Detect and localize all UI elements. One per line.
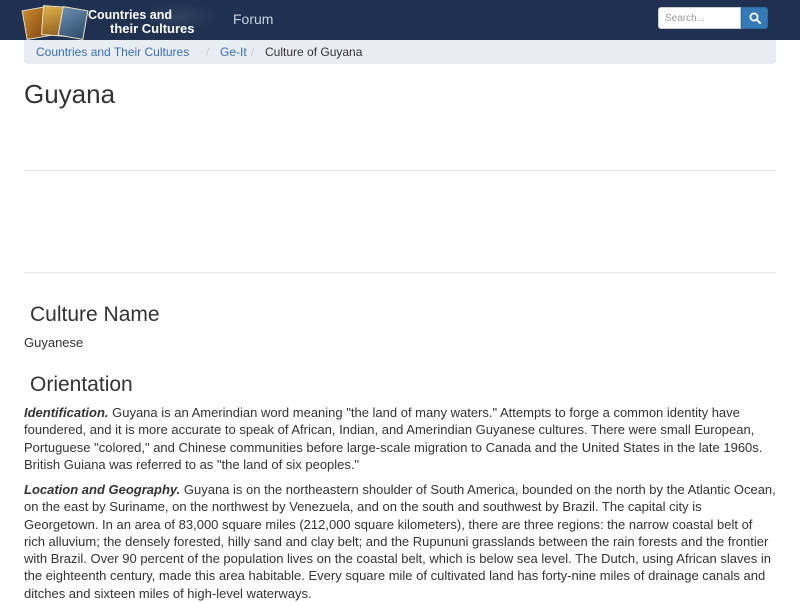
breadcrumb-current: Culture of Guyana — [265, 45, 363, 59]
breadcrumb-link-ge-it[interactable]: Ge-It — [220, 45, 247, 59]
logo-line-2: their Cultures — [110, 21, 195, 36]
breadcrumb-separator: / — [206, 45, 210, 59]
logo-line-1: Countries and — [88, 8, 173, 22]
location-geography-lead: Location and Geography. — [24, 482, 181, 497]
location-geography-text: Guyana is on the northeastern shoulder of South America, bounded on the north by the Atlantic Ocean, on the east by Suriname, on the northwest by Venezuela, and on the south and southwest by Brazil. The capital city is Georgetown. In an area of 83,000 square miles (212,000 square kilometers), there are three regions: the narrow coastal belt of rich alluvium; the densely forested, hilly sand and clay belt; and the Rupununi grasslands between the rain forests and the frontier with Brazil. Over 90 percent of the population lives on the coastal belt, which is below sea level. The Dutch, using African slaves in the eighteenth century, made this area habitable. Every square mile of cultivated land has forty-nine miles of drainage canals and ditches and sixteen miles of high-level waterways. — [24, 482, 776, 601]
logo-photo-3 — [58, 6, 89, 40]
breadcrumb — [24, 40, 776, 64]
identification-text: Guyana is an Amerindian word meaning "the land of many waters." Attempts to forge a common identity have foundered, and it is more accurate to speak of African, Indian, and Amerindian Guyanese cultures. There were small European, Portuguese "colored," and Chinese communities before large-scale migration to Canada and the United States in the late 1960s. British Guiana was referred to as "the land of six peoples." — [24, 405, 763, 472]
identification-paragraph — [24, 404, 776, 473]
location-geography-paragraph — [24, 481, 776, 602]
logo-text — [88, 8, 195, 36]
breadcrumb-link-countries[interactable]: Countries and Their Cultures — [36, 45, 190, 59]
search-input[interactable] — [658, 7, 741, 29]
search-icon — [749, 12, 761, 24]
page-title: Guyana — [24, 79, 116, 109]
culture-name-text: Guyanese — [24, 335, 84, 350]
divider — [24, 170, 776, 171]
navbar — [0, 0, 800, 40]
nav-forum-link[interactable]: Forum — [233, 11, 274, 27]
breadcrumb-separator: / — [251, 45, 255, 59]
identification-lead: Identification. — [24, 405, 109, 420]
divider — [24, 272, 776, 273]
section-heading-orientation: Orientation — [30, 373, 133, 396]
logo-images — [22, 4, 84, 40]
search-button[interactable] — [741, 7, 768, 29]
section-heading-culture-name: Culture Name — [30, 303, 160, 326]
site-logo[interactable] — [22, 4, 200, 40]
